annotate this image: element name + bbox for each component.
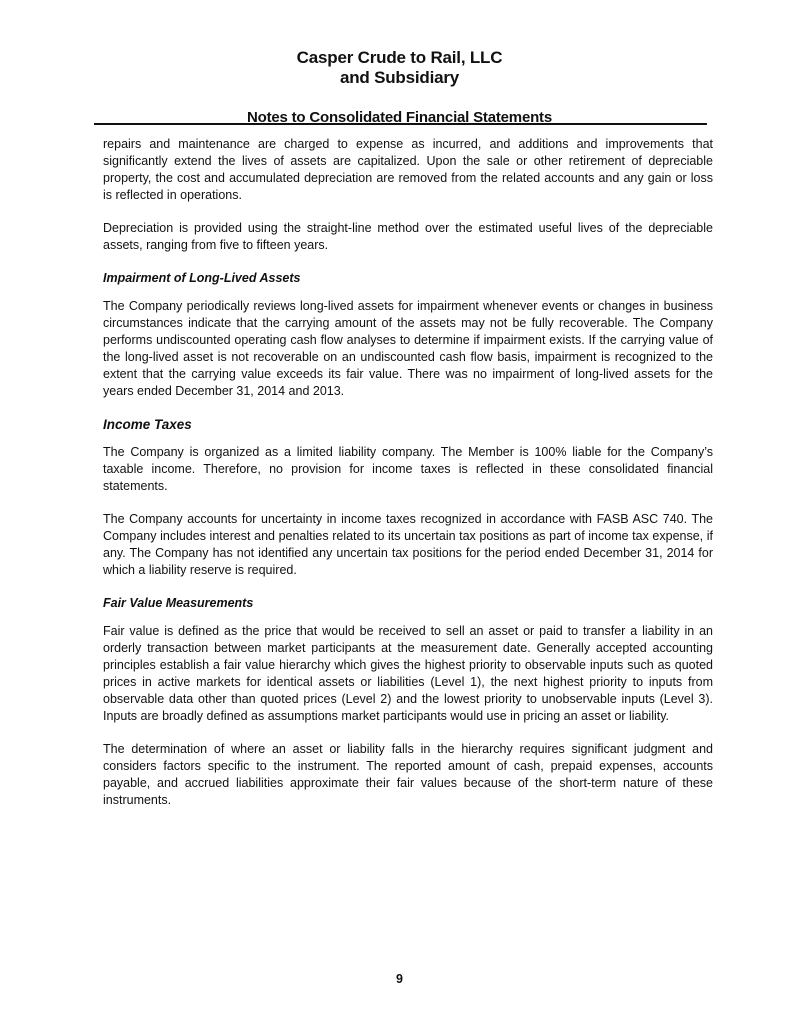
paragraph-repairs-maintenance: repairs and maintenance are charged to expense as incurred, and additions and improvements that significantly extend the lives of assets are capitalized. Upon the sale or other retirement of depreciable property, the cost and accumulated depreciation are removed from the related accounts and any gain or loss is reflected in operations.: [103, 137, 713, 202]
paragraph-fair-value-definition: Fair value is defined as the price that would be received to sell an asset or paid to transfer a liability in an orderly transaction between market participants at the measurement date. Generally accepted accounting principles establish a fair value hierarchy which gives the highest priority to observable inputs such as quoted prices in active markets for identical assets or liabilities (Level 1), the next highest priority to inputs from observable data other than quoted prices (Level 2) and the lowest priority to unobservable inputs (Level 3). Inputs are broadly defined as assumptions market participants would use in pricing an asset or liability.: [103, 624, 713, 723]
paragraph-depreciation: Depreciation is provided using the straight-line method over the estimated useful lives of the depreciable assets, ranging from five to fifteen years.: [103, 221, 713, 252]
paragraph-income-taxes-llc: The Company is organized as a limited liability company. The Member is 100% liable for the Company’s taxable income. Therefore, no provision for income taxes is reflected in these consolidated financial statements.: [103, 445, 713, 493]
notes-body: [103, 136, 713, 825]
paragraph-impairment: The Company periodically reviews long-lived assets for impairment whenever events or changes in business circumstances indicate that the carrying amount of the assets may not be fully recoverable. The Company performs undiscounted operating cash flow analyses to determine if impairment exists. If the carrying value of the long-lived asset is not recoverable on an undiscounted cash flow basis, impairment is recognized to the extent that the carrying value exceeds its fair value. There was no impairment of long-lived assets for the years ended December 31, 2014 and 2013.: [103, 299, 713, 398]
heading-fair-value: Fair Value Measurements: [103, 596, 254, 610]
paragraph-uncertain-tax-positions: The Company accounts for uncertainty in income taxes recognized in accordance with FASB ASC 740. The Company includes interest and penalties related to its uncertain tax positions as part of income tax expense, if any. The Company has not identified any uncertain tax positions for the period ended December 31, 2014 for which a liability reserve is required.: [103, 512, 713, 577]
statement-subtitle: Notes to Consolidated Financial Statements: [247, 109, 552, 126]
company-name-line-2: and Subsidiary: [339, 68, 460, 87]
company-name-line-1: Casper Crude to Rail, LLC: [296, 48, 503, 67]
heading-income-taxes: Income Taxes: [103, 417, 192, 432]
page-header: [0, 48, 799, 127]
header-divider: [94, 123, 707, 125]
paragraph-fair-value-hierarchy: The determination of where an asset or liability falls in the hierarchy requires significant judgment and considers factors specific to the instrument. The reported amount of cash, prepaid expenses, accounts payable, and accrued liabilities approximate their fair values because of the short-term nature of these instruments.: [103, 742, 713, 807]
heading-impairment: Impairment of Long-Lived Assets: [103, 271, 301, 285]
page-number: 9: [396, 972, 403, 986]
